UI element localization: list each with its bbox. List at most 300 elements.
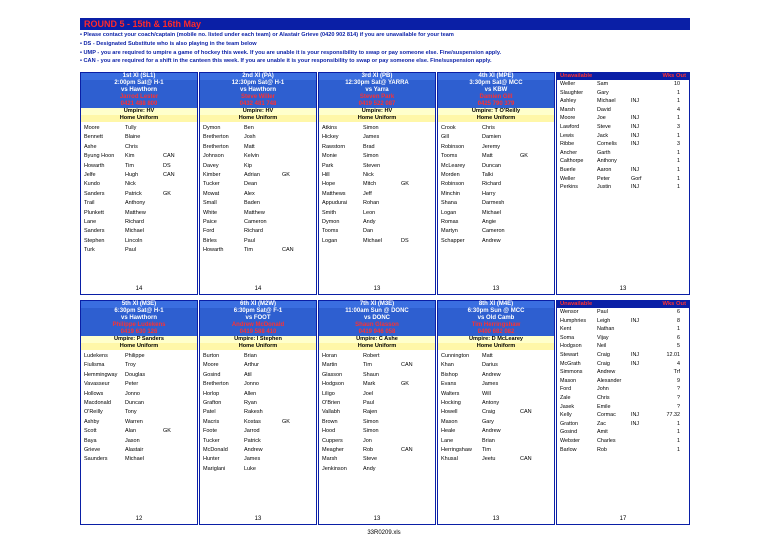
team-coach: Damien Gill xyxy=(479,94,513,100)
player-list xyxy=(319,350,435,474)
player-surname: Hood xyxy=(322,428,336,435)
unavailable-reason xyxy=(631,334,649,343)
unavailable-surname: Zale xyxy=(560,394,571,401)
player-surname: Plunkett xyxy=(84,209,104,216)
player-firstname: Simon xyxy=(363,428,379,435)
player-row xyxy=(84,371,194,380)
player-note xyxy=(401,133,415,142)
unavailable-title: Unavailable xyxy=(560,73,593,79)
weeks-out-value: 4 xyxy=(677,106,680,113)
player-surname: Lane xyxy=(441,437,454,444)
unavailable-reason xyxy=(631,446,649,455)
unavailable-reason xyxy=(631,385,649,394)
team-time: 12:30pm Sat@ YARRA xyxy=(345,80,409,86)
player-note xyxy=(282,380,296,389)
player-note xyxy=(401,171,415,180)
team-header xyxy=(200,73,316,108)
player-count: 12 xyxy=(135,516,143,522)
unavailable-reason: INJ xyxy=(631,360,640,367)
player-row xyxy=(203,371,313,380)
unavailable-surname: Weller xyxy=(560,175,576,182)
player-firstname: Matthew xyxy=(244,209,265,216)
unavailable-reason xyxy=(631,368,649,377)
player-firstname: Brad xyxy=(363,143,375,150)
player-row xyxy=(322,465,432,474)
player-firstname: Brian xyxy=(244,353,257,359)
player-surname: Hunter xyxy=(203,456,220,463)
weeks-out-value: 1 xyxy=(677,429,680,436)
player-row xyxy=(203,209,313,218)
unavailable-surname: Mason xyxy=(560,377,577,384)
player-count: 14 xyxy=(135,286,143,292)
player-row xyxy=(203,455,313,464)
player-firstname: Chris xyxy=(482,125,495,131)
team-title: 4th XI (MPE) xyxy=(438,73,554,80)
player-note xyxy=(520,180,534,189)
team-coach: Jarrod Lester xyxy=(119,94,159,100)
player-count: 13 xyxy=(492,516,500,522)
team-box xyxy=(437,72,555,295)
unavailable-firstname: Garth xyxy=(597,149,611,156)
player-surname: Ludekens xyxy=(84,353,108,359)
player-note xyxy=(401,455,415,464)
team-header xyxy=(319,301,435,336)
player-row xyxy=(203,399,313,408)
player-note xyxy=(282,390,296,399)
unavailable-header xyxy=(557,301,689,308)
unavailable-surname: Ashley xyxy=(560,98,577,105)
unavailable-surname: Soma xyxy=(560,334,575,341)
player-firstname: Richard xyxy=(482,181,501,188)
player-note xyxy=(401,199,415,208)
player-surname: Baya xyxy=(84,437,97,444)
player-firstname: James xyxy=(482,381,499,388)
player-firstname: Tully xyxy=(125,125,137,131)
player-row xyxy=(322,209,432,218)
unavailable-firstname: Zac xyxy=(597,420,606,427)
player-row xyxy=(84,437,194,446)
note-ump: • UMP - you are required to umpire a game of hockey this week. If you are unable it is your responsibility to swap or pay someone else. Fine/suspension apply. xyxy=(80,49,502,56)
player-row xyxy=(84,361,194,370)
player-row xyxy=(322,427,432,436)
weeks-out-value: 9 xyxy=(677,377,680,384)
player-firstname: Josh xyxy=(244,134,256,141)
player-firstname: Simon xyxy=(363,125,379,131)
player-firstname: Andrew xyxy=(482,237,501,244)
player-surname: Dymon xyxy=(322,219,340,226)
player-note xyxy=(282,446,296,455)
note-can: • CAN - you are required for a shift in the canteen this week. If you are unable it is your responsibility to swap or pay someone else. Fine/suspension apply. xyxy=(80,58,492,65)
player-note xyxy=(163,390,177,399)
weeks-out-value: 1 xyxy=(677,115,680,122)
team-coach: Tim Herringshaw xyxy=(471,322,521,328)
unavailable-reason: INJ xyxy=(631,132,640,139)
player-row xyxy=(322,455,432,464)
player-note xyxy=(401,427,415,436)
player-firstname: Antony xyxy=(482,400,500,407)
player-firstname: Jonno xyxy=(125,390,140,397)
player-surname: Sanders xyxy=(84,190,105,197)
player-surname: Mowat xyxy=(203,190,220,197)
player-surname: Gosind xyxy=(203,371,221,378)
unavailable-firstname: David xyxy=(597,106,611,113)
team-box xyxy=(199,300,317,525)
unavailable-firstname: John xyxy=(597,386,609,393)
unavailable-row xyxy=(557,403,689,412)
unavailable-surname: Wensor xyxy=(560,309,579,315)
team-box xyxy=(80,72,198,295)
player-note xyxy=(520,352,534,361)
player-firstname: Darius xyxy=(482,362,498,369)
player-surname: Crook xyxy=(441,125,456,131)
player-note: CAN xyxy=(163,153,175,160)
player-note xyxy=(163,124,177,133)
player-surname: Bretherton xyxy=(203,381,229,388)
player-surname: Park xyxy=(322,162,334,169)
player-row xyxy=(203,361,313,370)
player-list xyxy=(319,122,435,246)
player-firstname: Jason xyxy=(125,437,140,444)
unavailable-reason xyxy=(631,325,649,334)
player-note xyxy=(401,227,415,236)
player-row xyxy=(441,209,551,218)
player-note xyxy=(520,218,534,227)
unavailable-row xyxy=(557,368,689,377)
player-note: CAN xyxy=(401,447,413,454)
player-note xyxy=(401,218,415,227)
player-firstname: Ryan xyxy=(244,400,257,407)
player-row xyxy=(322,437,432,446)
player-note xyxy=(163,361,177,370)
team-opponent: vs Hawthorn xyxy=(120,315,157,321)
player-row xyxy=(322,190,432,199)
player-note xyxy=(163,380,177,389)
player-surname: O'Brien xyxy=(322,400,341,407)
player-row xyxy=(203,380,313,389)
player-firstname: Ben xyxy=(244,125,254,131)
player-firstname: Kelvin xyxy=(244,153,259,160)
player-note xyxy=(282,199,296,208)
player-surname: Ford xyxy=(203,228,215,235)
bottom-section xyxy=(80,300,690,525)
weeks-out-value: 1 xyxy=(677,158,680,165)
player-row xyxy=(322,180,432,189)
player-surname: Hocking xyxy=(441,400,461,407)
player-list xyxy=(438,350,554,465)
player-note xyxy=(401,209,415,218)
player-row xyxy=(203,390,313,399)
player-firstname: Jeff xyxy=(363,190,372,197)
unavailable-row xyxy=(557,132,689,141)
unavailable-surname: Buerle xyxy=(560,166,576,173)
player-row xyxy=(322,199,432,208)
player-firstname: Brian xyxy=(482,437,495,444)
player-firstname: Andrew xyxy=(244,447,263,454)
unavailable-row xyxy=(557,140,689,149)
unavailable-row xyxy=(557,157,689,166)
unavailable-row xyxy=(557,106,689,115)
unavailable-surname: Gosind xyxy=(560,429,578,436)
player-firstname: Matt xyxy=(244,143,255,150)
player-note: GK xyxy=(401,181,409,188)
player-row xyxy=(322,152,432,161)
player-row xyxy=(441,352,551,361)
player-firstname: Troy xyxy=(125,362,136,369)
player-note xyxy=(282,180,296,189)
unavailable-surname: Ribbe xyxy=(560,141,575,148)
umpire-label: Umpire: HV xyxy=(200,108,316,115)
umpire-label: Umpire: HV xyxy=(319,108,435,115)
player-surname: Bishop xyxy=(441,371,458,378)
player-firstname: Mark xyxy=(363,381,376,388)
team-header xyxy=(81,301,197,336)
player-row xyxy=(84,143,194,152)
weeks-out-value: 6 xyxy=(677,334,680,341)
weeks-out-value: 1 xyxy=(677,437,680,444)
player-note xyxy=(282,162,296,171)
player-note xyxy=(401,390,415,399)
unavailable-firstname: Paul xyxy=(597,309,608,315)
player-note xyxy=(520,124,534,133)
player-row xyxy=(203,437,313,446)
player-firstname: Patrick xyxy=(244,437,261,444)
unavailable-row xyxy=(557,149,689,158)
unavailable-firstname: Anthony xyxy=(597,158,617,165)
unavailable-reason: INJ xyxy=(631,317,640,324)
player-note xyxy=(520,371,534,380)
unavailable-surname: Calthorpe xyxy=(560,158,584,165)
team-opponent: vs Hawthorn xyxy=(120,87,157,93)
player-note xyxy=(163,437,177,446)
weeks-out-value: 3 xyxy=(677,141,680,148)
player-surname: Cunnington xyxy=(441,353,470,359)
player-firstname: Alastair xyxy=(125,447,144,454)
player-note xyxy=(401,143,415,152)
unavailable-surname: McGrath xyxy=(560,360,581,367)
player-firstname: Paul xyxy=(363,400,375,407)
player-row xyxy=(203,143,313,152)
player-surname: Evans xyxy=(441,381,457,388)
unavailable-reason xyxy=(631,437,649,446)
weeks-out-value: 1 xyxy=(677,149,680,156)
player-row xyxy=(84,199,194,208)
weeks-out-value: 10 xyxy=(674,81,680,87)
unavailable-reason: INJ xyxy=(631,351,640,358)
team-title: 7th XI (M3E) xyxy=(319,301,435,308)
weeks-out-title: Wks Out xyxy=(662,301,686,307)
player-note xyxy=(282,361,296,370)
player-row xyxy=(84,218,194,227)
player-note xyxy=(282,152,296,161)
player-firstname: Kip xyxy=(244,162,252,169)
player-surname: Romas xyxy=(441,219,459,226)
weeks-out-value: ? xyxy=(677,386,680,393)
player-firstname: Craig xyxy=(482,409,496,416)
unavailable-reason xyxy=(631,80,649,89)
player-firstname: Arthur xyxy=(244,362,259,369)
player-note: GK xyxy=(282,418,290,425)
team-header xyxy=(81,73,197,108)
team-phone: 0425 790 379 xyxy=(477,101,515,107)
unavailable-firstname: Joe xyxy=(597,115,606,122)
unavailable-surname: Marsh xyxy=(560,106,575,113)
player-firstname: Hugh xyxy=(125,172,139,179)
unavailable-reason xyxy=(631,149,649,158)
player-firstname: Steve xyxy=(363,456,378,463)
weeks-out-value: 6 xyxy=(677,309,680,315)
player-note xyxy=(163,408,177,417)
player-surname: Grafton xyxy=(203,400,222,407)
player-surname: Logan xyxy=(441,209,457,216)
player-note xyxy=(282,371,296,380)
unavailable-reason xyxy=(631,342,649,351)
team-phone: 0419 630 126 xyxy=(120,329,158,335)
uniform-label: Home Uniform xyxy=(438,343,554,350)
player-note: CAN xyxy=(163,172,175,179)
player-row xyxy=(322,380,432,389)
player-row xyxy=(322,227,432,236)
unavailable-row xyxy=(557,80,689,89)
unavailable-surname: Perkins xyxy=(560,184,578,191)
player-row xyxy=(441,361,551,370)
team-coach: Steve Willer xyxy=(241,94,275,100)
team-opponent: vs FOOT xyxy=(245,315,271,321)
player-row xyxy=(203,152,313,161)
player-note xyxy=(282,437,296,446)
player-note xyxy=(401,152,415,161)
player-note xyxy=(520,133,534,142)
player-firstname: Paul xyxy=(244,237,256,244)
player-row xyxy=(203,199,313,208)
unavailable-row xyxy=(557,411,689,420)
player-note xyxy=(282,399,296,408)
unavailable-firstname: Jack xyxy=(597,132,609,139)
player-firstname: Atil xyxy=(244,371,252,378)
player-firstname: Damien xyxy=(482,134,501,141)
unavailable-row xyxy=(557,428,689,437)
player-firstname: Tim xyxy=(363,362,372,369)
player-firstname: Simon xyxy=(363,418,379,425)
unavailable-reason xyxy=(631,157,649,166)
team-time: 6:30pm Sat@ H-1 xyxy=(114,308,164,314)
unavailable-reason xyxy=(631,308,649,317)
unavailable-surname: Gratton xyxy=(560,420,578,427)
player-note xyxy=(520,446,534,455)
player-note xyxy=(163,180,177,189)
player-row xyxy=(203,352,313,361)
player-row xyxy=(84,408,194,417)
umpire-label: Umpire: I Stephen xyxy=(200,336,316,343)
team-coach: Shaun Glasson xyxy=(355,322,399,328)
player-row xyxy=(84,162,194,171)
player-row xyxy=(84,380,194,389)
player-surname: Liligo xyxy=(322,390,335,397)
player-surname: Heale xyxy=(441,428,456,435)
player-surname: Herringshaw xyxy=(441,447,472,454)
player-firstname: Jarrod xyxy=(244,428,260,435)
player-firstname: Rohan xyxy=(363,200,380,207)
player-count: 14 xyxy=(254,286,262,292)
player-row xyxy=(441,371,551,380)
unavailable-row xyxy=(557,114,689,123)
player-row xyxy=(441,380,551,389)
player-row xyxy=(322,133,432,142)
player-firstname: Adrian xyxy=(244,172,260,179)
player-surname: Kimber xyxy=(203,172,221,179)
team-opponent: vs Old Camb xyxy=(477,315,515,321)
unavailable-firstname: Craig xyxy=(597,351,610,358)
player-surname: O'Reilly xyxy=(84,409,103,416)
player-row xyxy=(84,180,194,189)
player-firstname: Andrew xyxy=(482,371,501,378)
player-surname: Vallabh xyxy=(322,409,340,416)
unavailable-firstname: Vijay xyxy=(597,334,609,341)
team-time: 11:00am Sun @ DONC xyxy=(345,308,409,314)
unavailable-firstname: Cornelis xyxy=(597,141,617,148)
player-firstname: Anthony xyxy=(125,200,146,207)
unavailable-reason: INJ xyxy=(631,420,640,427)
umpire-label: Umpire: C Ashe xyxy=(319,336,435,343)
player-firstname: Michael xyxy=(363,237,382,244)
team-time: 6:30pm Sat@ F-1 xyxy=(233,308,283,314)
unavailable-row xyxy=(557,317,689,326)
unavailable-surname: Simmons xyxy=(560,369,583,376)
player-note: GK xyxy=(401,381,409,388)
player-note xyxy=(282,190,296,199)
player-firstname: Lincoln xyxy=(125,237,143,244)
player-row xyxy=(441,399,551,408)
player-row xyxy=(203,446,313,455)
player-surname: Macdonald xyxy=(84,400,111,407)
player-surname: Gill xyxy=(441,134,449,141)
player-surname: McLearey xyxy=(441,162,466,169)
player-row xyxy=(441,437,551,446)
player-row xyxy=(441,427,551,436)
player-note xyxy=(401,124,415,133)
unavailable-row xyxy=(557,166,689,175)
player-surname: White xyxy=(203,209,218,216)
weeks-out-value: 5 xyxy=(677,343,680,350)
team-phone: 0400 682 082 xyxy=(477,329,515,335)
player-note xyxy=(520,162,534,171)
unavailable-surname: Webster xyxy=(560,437,580,444)
unavailable-row xyxy=(557,334,689,343)
unavailable-count: 17 xyxy=(619,516,627,522)
player-row xyxy=(441,390,551,399)
team-title: 5th XI (M3E) xyxy=(81,301,197,308)
player-note xyxy=(282,218,296,227)
player-row xyxy=(203,180,313,189)
weeks-out-value: 12.01 xyxy=(666,351,680,358)
unavailable-row xyxy=(557,385,689,394)
player-firstname: Kostas xyxy=(244,418,261,425)
player-note: CAN xyxy=(401,362,413,369)
player-row xyxy=(322,446,432,455)
player-firstname: Joel xyxy=(363,390,374,397)
player-surname: Howell xyxy=(441,409,458,416)
unavailable-firstname: Emile xyxy=(597,403,611,410)
unavailable-reason: INJ xyxy=(631,98,640,105)
player-firstname: Michael xyxy=(125,456,144,463)
player-firstname: Andy xyxy=(363,219,376,226)
player-surname: Walters xyxy=(441,390,460,397)
player-surname: Fiulisma xyxy=(84,362,105,369)
player-firstname: Tim xyxy=(244,247,253,254)
player-note xyxy=(163,352,177,361)
player-row xyxy=(84,237,194,246)
weeks-out-value: 1 xyxy=(677,184,680,191)
weeks-out-value: ? xyxy=(677,394,680,401)
